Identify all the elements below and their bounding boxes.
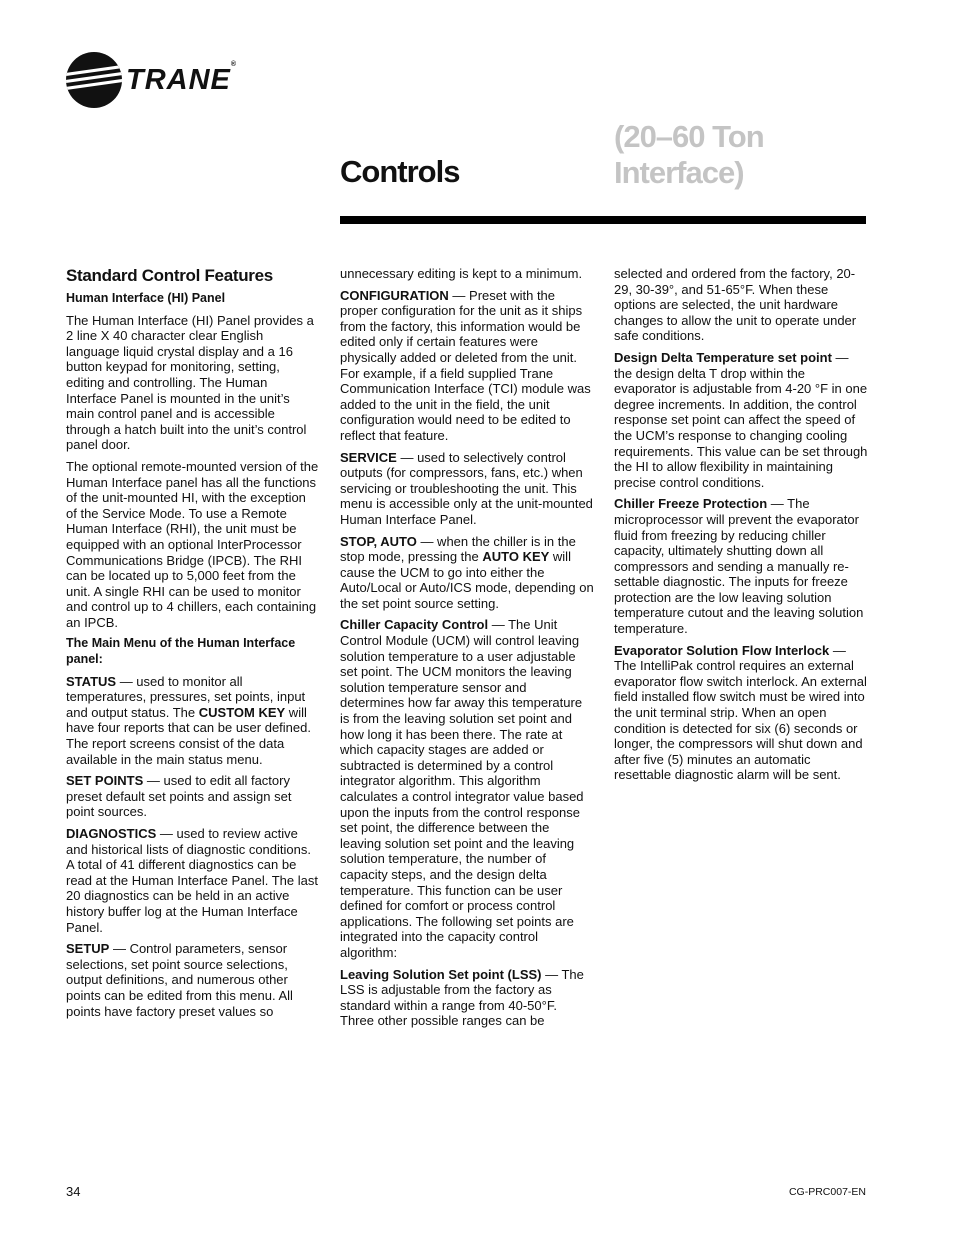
column-right bbox=[614, 266, 868, 789]
paragraph-capacity-control: Chiller Capacity Control — The Unit Control Module (UCM) will control leaving solution temperature to a user adjustable set point. The UCM monitors the leaving solution temperature sensor and determines how far away this temperature is from the leaving solution set point and how long it has been there. The rate at which capacity stages are added or subtracted is determined by a control integrator algorithm. This algorithm calculates a control integrator value based upon the inputs from the control response set point, the difference between the leaving solution set point and the leaving solution temperature, the number of capacity steps, and the design delta temperature. This function can be user defined for comfort or process control applications. The following set points are integrated into the capacity control algorithm: bbox=[340, 617, 584, 960]
trane-logo bbox=[66, 52, 236, 108]
paragraph-configuration: CONFIGURATION — Preset with the proper configuration for the unit as it ships from the factory, this information would be edited only if certain features were physically added or deleted from the unit. For example, if a field supplied Trane Communication Interface (TCI) module was added to the unit in the field, the unit configuration would need to be edited to reflect that feature. bbox=[340, 287, 591, 443]
page-subtitle: (20–60 Ton Interface) bbox=[614, 119, 764, 190]
header-rule bbox=[340, 216, 866, 224]
paragraph-set-points: SET POINTS — used to edit all factory preset default set points and assign set point sources. bbox=[66, 773, 292, 820]
brand-wordmark: TRANE® bbox=[126, 61, 238, 96]
paragraph-design-delta: Design Delta Temperature set point — the design delta T drop within the evaporator is adjustable from 4-20 °F in one degree increments. In addition, the control response set point can affect the speed of the UCM’s response to changing cooling requirements. This value can be set through the HI to allow flexibility in maintaining precise control conditions. bbox=[614, 349, 868, 490]
paragraph-stop-auto: STOP, AUTO — when the chiller is in the stop mode, pressing the AUTO KEY will cause the UCM to go into either the Auto/Local or Auto/ICS mode, depending on the set point source setting. bbox=[340, 533, 594, 611]
paragraph-continued: selected and ordered from the factory, 20-29, 30-39°, and 51-65°F. When these options are selected, the unit hardware changes to allow the unit to operate under safe conditions. bbox=[614, 266, 857, 344]
paragraph-setup: SETUP — Control parameters, sensor selections, set point source selections, output definitions, and numerous other points can be edited from this menu. All points have factory preset values so bbox=[66, 941, 293, 1019]
document-id: CG-PRC007-EN bbox=[788, 1186, 866, 1198]
paragraph-status: STATUS — used to monitor all temperatures, pressures, set points, input and output status. The CUSTOM KEY will have four reports that can be user defined. The report screens consist of the data available in the main status menu. bbox=[66, 673, 311, 767]
paragraph-continued: unnecessary editing is kept to a minimum. bbox=[340, 266, 583, 281]
paragraph-flow-interlock: Evaporator Solution Flow Interlock — The IntelliPak control requires an external evaporator flow switch interlock. An external field installed flow switch must be wired into the unit terminal strip. When an open condition is detected for six (6) seconds or longer, the compressors will shut down and after five (5) minutes an automatic resettable diagnostic alarm will be sent. bbox=[614, 642, 867, 783]
paragraph-diagnostics: DIAGNOSTICS — used to review active and historical lists of diagnostic conditions. A total of 41 different diagnostics can be read at the Human Interface Panel. The last 20 diagnostics can be held in an active history buffer log at the Human Interface Panel. bbox=[66, 826, 318, 935]
paragraph-hi-panel: The Human Interface (HI) Panel provides a 2 line X 40 character clear English language liquid crystal display and a 16 button keypad for monitoring, setting, editing and controlling. The Human Interface Panel is mounted in the unit’s main control panel and is accessible through a hatch built into the unit’s control panel door. bbox=[66, 312, 314, 453]
page-title: Controls bbox=[340, 154, 460, 189]
paragraph-service: SERVICE — used to selectively control outputs (for compressors, fans, etc.) when servicing or troubleshooting the unit. This menu is accessible only at the unit-mounted Human Interface Panel. bbox=[340, 449, 593, 527]
menu-heading: The Main Menu of the Human Interface panel: bbox=[66, 636, 296, 667]
page-number: 34 bbox=[66, 1184, 81, 1199]
subsection-heading: Human Interface (HI) Panel bbox=[66, 291, 226, 305]
section-heading: Standard Control Features bbox=[66, 266, 273, 285]
paragraph-lss: Leaving Solution Set point (LSS) — The LSS is adjustable from the factory as standard within a range from 40-50°F. Three other possible ranges can be bbox=[340, 966, 584, 1029]
column-middle bbox=[340, 266, 594, 1035]
paragraph-remote-hi: The optional remote-mounted version of the Human Interface panel has all the functions of the unit-mounted HI, with the exception of the Service Mode. To use a Remote Human Interface (RHI), the unit must be equipped with an optional InterProcessor Communications Bridge (IPCB). The RHI can be located up to 5,000 feet from the unit. A single RHI can be used to monitor and control up to 4 chillers, each containing an IPCB. bbox=[66, 458, 319, 630]
paragraph-freeze-protection: Chiller Freeze Protection — The microprocessor will prevent the evaporator fluid from freezing by reducing chiller capacity, ultimately shutting down all compressors and sending a manually re-settable diagnostic. The inputs for freeze protection are the low leaving solution temperature cutout and the leaving solution temperature. bbox=[614, 496, 864, 637]
column-left bbox=[66, 266, 320, 1025]
trane-logo-icon bbox=[66, 52, 122, 108]
